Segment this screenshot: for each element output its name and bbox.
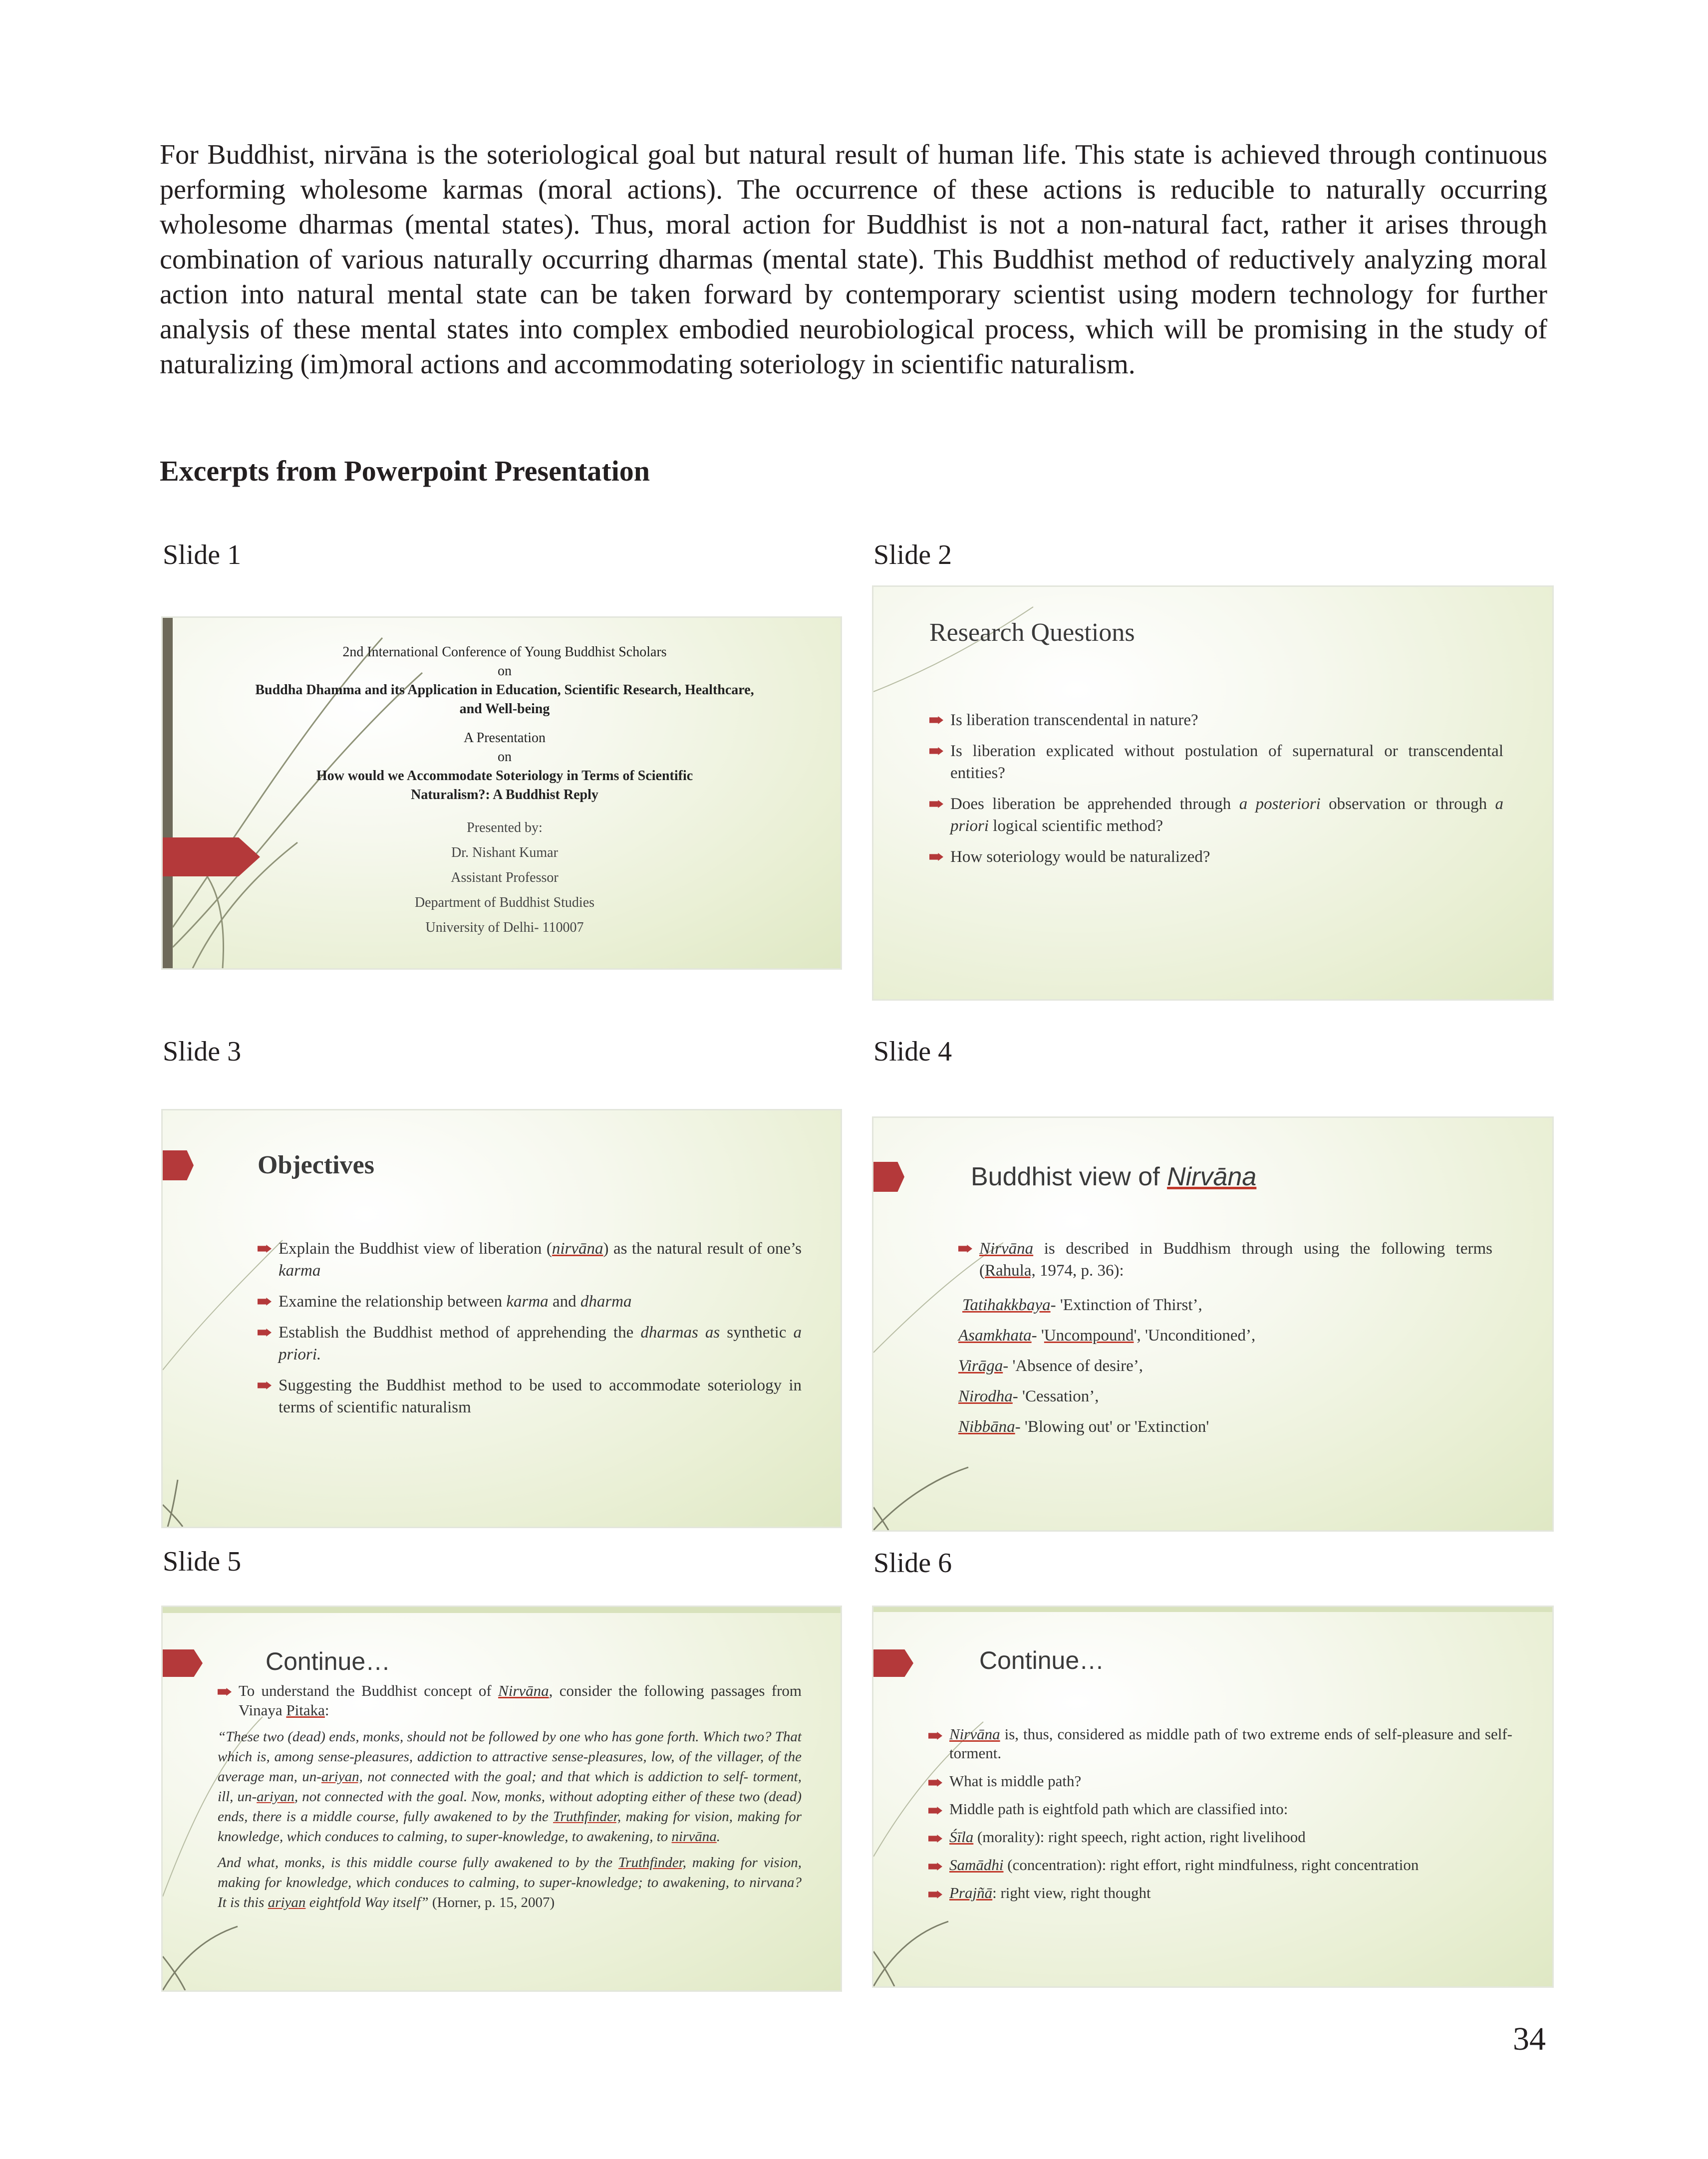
q2-citation: (Horner, p. 15, 2007)	[428, 1894, 555, 1910]
q1-truthfinder: Truthfinder,	[553, 1809, 621, 1825]
term-asamkhata	[958, 1321, 1507, 1351]
s4-title-pre: Buddhist view of	[971, 1162, 1167, 1191]
t5-def: - 'Blowing out' or 'Extinction'	[1015, 1418, 1209, 1436]
rq1-text: Is liberation transcendental in nature?	[950, 711, 1198, 729]
slide-4	[873, 1118, 1552, 1530]
q1-ariyan-2: ariyan	[257, 1789, 294, 1805]
s6-sila-term: Śīla	[949, 1828, 974, 1846]
research-question-3	[929, 793, 1503, 837]
obj4-text: Suggesting the Buddhist method to be used to accommodate soteriology in terms of scientific naturalism	[279, 1376, 802, 1416]
q1-ariyan-1: ariyan,	[321, 1769, 363, 1785]
q2-ariyan: ariyan	[268, 1894, 306, 1910]
obj1-pre: Explain the Buddhist view of liberation (	[279, 1240, 552, 1258]
slide-3	[163, 1110, 841, 1527]
rq3-post: logical scientific method?	[989, 817, 1163, 835]
presented-by: Presented by:	[467, 820, 543, 835]
presentation-text: A Presentation	[463, 730, 546, 746]
obj1-mid: ) as the natural result of one’s	[603, 1240, 802, 1258]
presenter-department: Department of Buddhist Studies	[414, 895, 595, 910]
page-number: 34	[1513, 2021, 1546, 2057]
quote-2	[218, 1853, 802, 1912]
s5-b1-term: Nirvāna	[498, 1682, 549, 1699]
t4-def: - 'Cessation’,	[1012, 1387, 1099, 1405]
slide-3-title: Objectives	[258, 1151, 374, 1179]
slide-3-label: Slide 3	[163, 1036, 242, 1067]
objective-1	[258, 1238, 802, 1282]
presenter-name: Dr. Nishant Kumar	[451, 845, 558, 860]
term-nibbana	[958, 1412, 1507, 1442]
t2-def-post: ', 'Unconditioned’,	[1134, 1327, 1256, 1345]
q2-truthfinder: Truthfinder,	[618, 1855, 687, 1871]
rq2-text: Is liberation explicated without postulation of supernatural or transcendental entities?	[950, 742, 1503, 782]
slide-4-arrow-tab	[873, 1162, 904, 1192]
obj3-a-priori: a priori.	[279, 1324, 802, 1363]
slide-2-label: Slide 2	[873, 540, 952, 570]
s5-b1-pitaka: Pitaka	[286, 1701, 325, 1719]
obj2-and: and	[548, 1293, 580, 1311]
s4-title-term: Nirvāna	[1167, 1162, 1257, 1191]
q2-a: And what, monks, is this middle course fully awakened to by the	[218, 1855, 618, 1871]
rq3-mid: observation or through	[1320, 795, 1495, 813]
slide-2-bullets	[929, 709, 1503, 877]
eightfold-path-bullet	[928, 1800, 1512, 1819]
what-is-middle-path	[928, 1772, 1512, 1791]
obj2-dharma: dharma	[580, 1293, 632, 1311]
obj1-term: nirvāna	[552, 1240, 603, 1258]
term-tatihakkbaya	[958, 1290, 1507, 1321]
slide-2	[873, 587, 1552, 999]
on-text-2: on	[498, 749, 512, 765]
t1-def: - 'Extinction of Thirst’,	[1050, 1296, 1202, 1314]
obj3-pre: Establish the Buddhist method of apprehending the	[279, 1324, 641, 1342]
s4-b1-cite: Rahula,	[985, 1262, 1036, 1280]
slide-1	[163, 618, 841, 968]
middle-path-bullet	[928, 1725, 1512, 1763]
slide-6-bullets	[928, 1725, 1512, 1911]
s4-b1-text: is described in Buddhism through using the following terms (	[979, 1240, 1492, 1280]
s5-b1-mid: , consider the following passages from Vinaya	[239, 1682, 802, 1719]
slide-6-title: Continue…	[979, 1646, 1105, 1674]
s6-b2-text: What is middle path?	[949, 1772, 1082, 1790]
s6-sila-text: (morality): right speech, right action, right livelihood	[973, 1828, 1306, 1846]
s6-b1-text: is, thus, considered as middle path of two extreme ends of self-pleasure and self-torment.	[949, 1725, 1512, 1762]
prajna-bullet	[928, 1884, 1512, 1902]
research-question-2	[929, 740, 1503, 784]
slide-5-bullets	[218, 1681, 802, 1729]
q1-nirvana: nirvāna	[671, 1829, 717, 1845]
slide-4-label: Slide 4	[873, 1036, 952, 1067]
q2-c: eightfold Way itself”	[305, 1894, 429, 1910]
obj2-pre: Examine the relationship between	[279, 1293, 507, 1311]
slide-5-quotes	[218, 1727, 802, 1912]
section-heading: Excerpts from Powerpoint Presentation	[160, 455, 650, 487]
s5-b1-end: :	[324, 1701, 329, 1719]
presenter-university: University of Delhi- 110007	[425, 920, 584, 935]
sila-bullet	[928, 1828, 1512, 1847]
obj3-mid: synthetic	[720, 1324, 794, 1342]
rq3-pre: Does liberation be apprehended through	[950, 795, 1239, 813]
theme-line-1: Buddha Dhamma and its Application in Education, Scientific Research, Healthcare,	[255, 682, 754, 698]
slide-4-bullets	[958, 1238, 1492, 1291]
q2-b: making for vision, making for knowledge, which conduces to calming, to super-knowledge; to awakening, to nirvana? It is this	[218, 1855, 802, 1910]
slide-3-arrow-tab	[163, 1150, 194, 1180]
s5-b1-pre: To understand the Buddhist concept of	[239, 1682, 499, 1699]
s6-samadhi-text: (concentration): right effort, right mindfulness, right concentration	[1003, 1856, 1419, 1874]
t5-term: Nibbāna	[958, 1418, 1015, 1436]
presenter-designation: Assistant Professor	[451, 870, 559, 885]
t1-term: Tatihakkbaya	[962, 1296, 1051, 1314]
s4-b1-end: 1974, p. 36):	[1035, 1262, 1124, 1280]
s6-samadhi-term: Samādhi	[949, 1856, 1004, 1874]
talk-title-line-2: Naturalism?: A Buddhist Reply	[411, 787, 598, 803]
q1-d: making for vision, making for knowledge, which conduces to calming, to super-knowledge, to awakening, to	[218, 1809, 802, 1845]
slide-3-bullets	[258, 1238, 802, 1427]
term-viraga	[958, 1351, 1507, 1381]
q1-c: , not connected with the goal. Now, monks, without adopting either of these two (dead) ends, there is a middle course, fully awakened to by the	[218, 1789, 802, 1825]
samadhi-bullet	[928, 1856, 1512, 1875]
slide-6-arrow-tab	[873, 1649, 913, 1677]
term-nirodha	[958, 1381, 1507, 1412]
slide-6	[873, 1607, 1552, 1986]
talk-title-line-1: How would we Accommodate Soteriology in Terms of Scientific	[316, 768, 693, 784]
s6-b1-term: Nirvāna	[949, 1725, 1000, 1743]
slide-5-title: Continue…	[266, 1647, 391, 1675]
rq4-text: How soteriology would be naturalized?	[950, 848, 1210, 866]
quote-1	[218, 1727, 802, 1847]
theme-line-2: and Well-being	[459, 701, 550, 717]
slide-4-title	[971, 1162, 1256, 1192]
research-question-4	[929, 846, 1503, 868]
s6-b3-text: Middle path is eightfold path which are classified into:	[949, 1800, 1288, 1818]
slide-6-label: Slide 6	[873, 1548, 952, 1579]
t2-def-pre: - '	[1031, 1327, 1044, 1345]
slide-5	[163, 1607, 841, 1990]
objective-3	[258, 1322, 802, 1365]
obj1-karma: karma	[279, 1262, 321, 1280]
t3-def: - 'Absence of desire’,	[1003, 1357, 1143, 1375]
slide-2-title: Research Questions	[929, 618, 1135, 647]
on-text-1: on	[498, 663, 512, 679]
slide-1-label: Slide 1	[163, 540, 242, 570]
rq3-a-priori: a priori	[950, 795, 1504, 835]
conference-title: 2nd International Conference of Young Buddhist Scholars	[342, 644, 667, 660]
t2-term: Asamkhata	[958, 1327, 1032, 1345]
q1-b: not connected with the goal; and that which is addiction to self- torment, ill, un-	[218, 1769, 802, 1805]
rq3-a-posteriori: a posteriori	[1239, 795, 1321, 813]
objective-2	[258, 1291, 802, 1313]
slide-5-arrow-tab	[163, 1649, 203, 1677]
t4-term: Nirodha	[958, 1387, 1013, 1405]
obj3-dharmas: dharmas as	[640, 1324, 720, 1342]
objective-4	[258, 1374, 802, 1418]
obj2-karma: karma	[506, 1293, 549, 1311]
s4-b1-term: Nirvāna	[979, 1240, 1034, 1258]
nirvana-description	[958, 1238, 1492, 1282]
t3-term: Virāga	[958, 1357, 1003, 1375]
body-paragraph: For Buddhist, nirvāna is the soteriological goal but natural result of human life. This state is achieved through continuous performing wholesome karmas (moral actions). The occurrence of these actions is reducible to naturally occurring wholesome dharmas (mental states). Thus, moral action for Buddhist is not a non-natural fact, rather it arises through combination of various naturally occurring dharmas (mental state). This Buddhist method of reductively analyzing moral action into natural mental state can be taken forward by contemporary scientist using modern technology for further analysis of these mental states into complex embodied neurobiological process, which will be promising in the study of naturalizing (im)moral actions and accommodating soteriology in scientific naturalism.	[160, 139, 1547, 380]
slide-4-terms	[958, 1290, 1507, 1442]
s5-intro-bullet	[218, 1681, 802, 1720]
q1-e: .	[716, 1829, 720, 1845]
q1-a: “These two (dead) ends, monks, should not be followed by one who has gone forth. Which two? That which is, among sense-pleasures, addiction to attractive sense-pleasures, low, of the villager, of the average man, un-	[218, 1729, 802, 1785]
research-question-1	[929, 709, 1503, 731]
s6-prajna-text: : right view, right thought	[992, 1884, 1151, 1901]
s6-prajna-term: Prajñā	[949, 1884, 993, 1901]
t2-def-ul: Uncompound	[1044, 1327, 1134, 1345]
slide-5-label: Slide 5	[163, 1546, 242, 1577]
slide-1-content	[183, 643, 827, 940]
